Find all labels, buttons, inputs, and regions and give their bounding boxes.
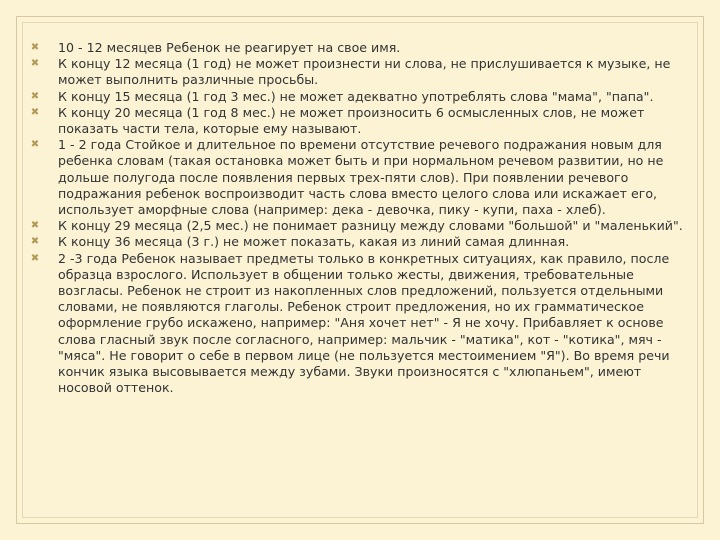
list-item <box>30 105 692 137</box>
list-item-text: 2 -3 года Ребенок называет предметы только в конкретных ситуациях, как правило, после образца взрослого. Использует в общении только жесты, движения, требовательные возгласы. Ребенок не строит из накопленных слов предложений, пользуется отдельными словами, не появляются глаголы. Ребенок строит предложения, но их грамматическое оформление грубо искажено, например: "Аня хочет нет" - Я не хочу. Прибавляет к основе слова гласный звук после согласного, например: мальчик - "матика", кот - "котика", мяч - "мяса". Не говорит о себе в первом лице (не пользуется местоимением "Я"). Во время речи кончик языка высовывается между зубами. Звуки произносятся с "хлюпаньем", имеют носовой оттенок. <box>58 250 670 396</box>
list-item <box>30 56 692 88</box>
list-item-text: К концу 20 месяца (1 год 8 мес.) не может произносить 6 осмысленных слов, не может показать части тела, которые ему называют. <box>58 104 645 137</box>
x-mark-icon: ✖ <box>30 252 40 264</box>
list-item <box>30 137 692 218</box>
list-item-text: 1 - 2 года Стойкое и длительное по времени отсутствие речевого подражания новым для ребенка словам (такая остановка может быть и при нормальном речевом развитии, но не дольше полугода после появления первых трех-пяти слов). При появлении речевого подражания ребенок воспроизводит часть слова вместо целого слова или искажает его, использует аморфные слова (например: дека - девочка, пику - купи, паха - хлеб). <box>58 137 664 218</box>
slide-content <box>30 40 692 396</box>
x-mark-icon: ✖ <box>30 106 40 118</box>
list-item-text: К концу 29 месяца (2,5 мес.) не понимает разницу между словами "большой" и "маленький". <box>58 218 683 234</box>
x-mark-icon: ✖ <box>30 90 40 102</box>
list-item-text: К концу 12 месяца (1 год) не может произнести ни слова, не прислушивается к музыке, не может выполнить различные просьбы. <box>58 56 671 88</box>
x-mark-icon: ✖ <box>30 220 40 232</box>
list-item-text: К концу 36 месяца (3 г.) не может показать, какая из линий самая длинная. <box>58 234 570 250</box>
list-item <box>30 234 692 250</box>
bullet-list <box>30 40 692 396</box>
x-mark-icon: ✖ <box>30 139 40 151</box>
x-mark-icon: ✖ <box>30 58 40 70</box>
list-item <box>30 89 692 105</box>
x-mark-icon: ✖ <box>30 236 40 248</box>
list-item <box>30 251 692 397</box>
list-item <box>30 40 692 56</box>
list-item-text: К концу 15 месяца (1 год 3 мес.) не может адекватно употреблять слова "мама", "папа". <box>58 88 654 104</box>
list-item <box>30 218 692 234</box>
list-item-text: 10 - 12 месяцев Ребенок не реагирует на свое имя. <box>58 40 401 55</box>
x-mark-icon: ✖ <box>30 42 40 53</box>
